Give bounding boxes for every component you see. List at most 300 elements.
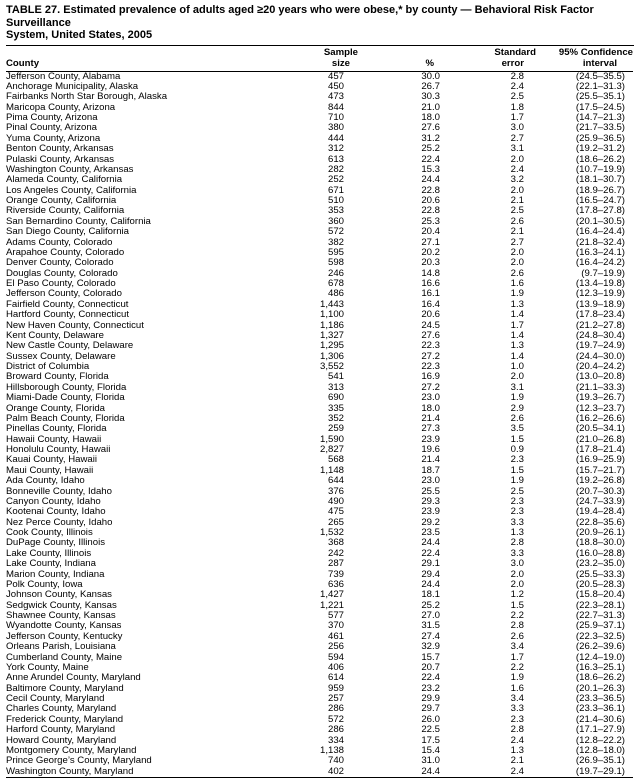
table-row (6, 362, 633, 372)
confidence-interval-cell: (22.1–31.3) (536, 82, 633, 92)
sample-size-cell: 959 (288, 684, 358, 694)
county-cell: Sussex County, Delaware (6, 352, 288, 362)
percent-cell: 31.5 (358, 621, 444, 631)
percent-cell: 24.4 (358, 538, 444, 548)
percent-cell: 27.2 (358, 352, 444, 362)
sample-size-cell: 287 (288, 559, 358, 569)
confidence-interval-cell: (23.2–35.0) (536, 559, 633, 569)
sample-size-cell: 614 (288, 673, 358, 683)
standard-error-cell: 1.5 (444, 435, 536, 445)
county-cell: Anchorage Municipality, Alaska (6, 82, 288, 92)
county-cell: Johnson County, Kansas (6, 590, 288, 600)
percent-cell: 31.0 (358, 756, 444, 766)
percent-cell: 27.6 (358, 331, 444, 341)
county-cell: Lake County, Illinois (6, 549, 288, 559)
standard-error-cell: 3.3 (444, 549, 536, 559)
percent-cell: 23.2 (358, 684, 444, 694)
percent-cell: 14.8 (358, 269, 444, 279)
table-row (6, 466, 633, 476)
standard-error-cell: 0.9 (444, 445, 536, 455)
county-cell: Sedgwick County, Kansas (6, 601, 288, 611)
sample-size-cell: 1,532 (288, 528, 358, 538)
confidence-interval-cell: (12.3–23.7) (536, 404, 633, 414)
percent-cell: 16.1 (358, 289, 444, 299)
sample-size-cell: 739 (288, 570, 358, 580)
confidence-interval-cell: (16.4–24.2) (536, 258, 633, 268)
county-cell: Canyon County, Idaho (6, 497, 288, 507)
county-cell: Hawaii County, Hawaii (6, 435, 288, 445)
confidence-interval-cell: (24.8–30.4) (536, 331, 633, 341)
confidence-interval-cell: (20.7–30.3) (536, 487, 633, 497)
sample-size-cell: 334 (288, 736, 358, 746)
percent-cell: 20.7 (358, 663, 444, 673)
confidence-interval-cell: (21.0–26.8) (536, 435, 633, 445)
confidence-interval-cell: (19.4–28.4) (536, 507, 633, 517)
table-row (6, 310, 633, 320)
sample-size-cell: 541 (288, 372, 358, 382)
percent-cell: 22.8 (358, 186, 444, 196)
confidence-interval-cell: (18.6–26.2) (536, 673, 633, 683)
county-cell: Jefferson County, Kentucky (6, 632, 288, 642)
confidence-interval-cell: (21.4–30.6) (536, 715, 633, 725)
standard-error-cell: 1.6 (444, 684, 536, 694)
table-row (6, 82, 633, 92)
county-cell: Broward County, Florida (6, 372, 288, 382)
percent-cell: 24.4 (358, 767, 444, 778)
table-row (6, 455, 633, 465)
table-row (6, 414, 633, 424)
confidence-interval-cell: (20.1–30.5) (536, 217, 633, 227)
sample-size-cell: 265 (288, 518, 358, 528)
confidence-interval-cell: (21.7–33.5) (536, 123, 633, 133)
percent-cell: 27.0 (358, 611, 444, 621)
county-cell: San Bernardino County, California (6, 217, 288, 227)
table-row (6, 144, 633, 154)
county-cell: District of Columbia (6, 362, 288, 372)
sample-size-cell: 450 (288, 82, 358, 92)
table-row (6, 518, 633, 528)
county-cell: Lake County, Indiana (6, 559, 288, 569)
standard-error-cell: 1.3 (444, 300, 536, 310)
confidence-interval-cell: (15.7–21.7) (536, 466, 633, 476)
sample-size-cell: 282 (288, 165, 358, 175)
county-cell: Marion County, Indiana (6, 570, 288, 580)
table-row (6, 71, 633, 82)
standard-error-cell: 2.8 (444, 725, 536, 735)
confidence-interval-cell: (16.5–24.7) (536, 196, 633, 206)
confidence-interval-cell: (23.3–36.1) (536, 704, 633, 714)
standard-error-cell: 1.0 (444, 362, 536, 372)
table-body (6, 71, 633, 778)
confidence-interval-cell: (20.5–34.1) (536, 424, 633, 434)
sample-size-cell: 242 (288, 549, 358, 559)
standard-error-cell: 1.7 (444, 653, 536, 663)
table-row (6, 435, 633, 445)
percent-cell: 30.0 (358, 71, 444, 82)
confidence-interval-cell: (17.8–27.8) (536, 206, 633, 216)
percent-cell: 20.2 (358, 248, 444, 258)
table-row (6, 653, 633, 663)
sample-size-cell: 352 (288, 414, 358, 424)
sample-size-cell: 613 (288, 155, 358, 165)
county-cell: Jefferson County, Colorado (6, 289, 288, 299)
sample-size-cell: 382 (288, 238, 358, 248)
table-row (6, 113, 633, 123)
sample-size-cell: 710 (288, 113, 358, 123)
table-row (6, 175, 633, 185)
sample-size-cell: 2,827 (288, 445, 358, 455)
percent-cell: 16.4 (358, 300, 444, 310)
table-row (6, 279, 633, 289)
table-row (6, 103, 633, 113)
table-row (6, 570, 633, 580)
percent-cell: 31.2 (358, 134, 444, 144)
standard-error-cell: 1.9 (444, 476, 536, 486)
sample-size-cell: 461 (288, 632, 358, 642)
percent-cell: 32.9 (358, 642, 444, 652)
table-row (6, 352, 633, 362)
confidence-interval-cell: (18.9–26.7) (536, 186, 633, 196)
standard-error-cell: 1.4 (444, 331, 536, 341)
county-cell: Orange County, California (6, 196, 288, 206)
percent-cell: 15.3 (358, 165, 444, 175)
table-row (6, 601, 633, 611)
standard-error-cell: 3.5 (444, 424, 536, 434)
standard-error-cell: 2.5 (444, 92, 536, 102)
sample-size-cell: 510 (288, 196, 358, 206)
confidence-interval-cell: (17.1–27.9) (536, 725, 633, 735)
county-cell: Pima County, Arizona (6, 113, 288, 123)
sample-size-cell: 312 (288, 144, 358, 154)
standard-error-cell: 2.3 (444, 507, 536, 517)
standard-error-cell: 1.7 (444, 321, 536, 331)
percent-cell: 23.0 (358, 393, 444, 403)
sample-size-cell: 678 (288, 279, 358, 289)
standard-error-cell: 2.3 (444, 715, 536, 725)
sample-size-cell: 252 (288, 175, 358, 185)
table-row (6, 746, 633, 756)
sample-size-cell: 376 (288, 487, 358, 497)
confidence-interval-cell: (26.2–39.6) (536, 642, 633, 652)
table-row (6, 673, 633, 683)
standard-error-cell: 2.3 (444, 455, 536, 465)
table-row (6, 538, 633, 548)
sample-size-cell: 406 (288, 663, 358, 673)
county-cell: Hartford County, Connecticut (6, 310, 288, 320)
table-row (6, 684, 633, 694)
standard-error-cell: 2.0 (444, 570, 536, 580)
standard-error-cell: 2.6 (444, 217, 536, 227)
standard-error-cell: 3.0 (444, 123, 536, 133)
sample-size-cell: 671 (288, 186, 358, 196)
county-cell: New Castle County, Delaware (6, 341, 288, 351)
standard-error-cell: 2.5 (444, 487, 536, 497)
confidence-interval-cell: (13.0–20.8) (536, 372, 633, 382)
county-cell: El Paso County, Colorado (6, 279, 288, 289)
sample-size-cell: 1,186 (288, 321, 358, 331)
standard-error-cell: 3.3 (444, 518, 536, 528)
table-row (6, 507, 633, 517)
standard-error-cell: 2.2 (444, 611, 536, 621)
standard-error-cell: 2.0 (444, 258, 536, 268)
standard-error-cell: 1.9 (444, 289, 536, 299)
county-cell: Polk County, Iowa (6, 580, 288, 590)
confidence-interval-cell: (21.8–32.4) (536, 238, 633, 248)
header-sample-line-2: size (288, 58, 358, 72)
percent-cell: 27.1 (358, 238, 444, 248)
sample-size-cell: 1,427 (288, 590, 358, 600)
sample-size-cell: 568 (288, 455, 358, 465)
standard-error-cell: 1.6 (444, 279, 536, 289)
county-cell: Cook County, Illinois (6, 528, 288, 538)
percent-cell: 18.1 (358, 590, 444, 600)
county-cell: Bonneville County, Idaho (6, 487, 288, 497)
percent-cell: 23.9 (358, 435, 444, 445)
percent-cell: 22.8 (358, 206, 444, 216)
county-cell: Shawnee County, Kansas (6, 611, 288, 621)
sample-size-cell: 572 (288, 715, 358, 725)
header-ci-line-1: 95% Confidence (536, 46, 633, 58)
standard-error-cell: 1.3 (444, 746, 536, 756)
percent-cell: 27.6 (358, 123, 444, 133)
table-row (6, 767, 633, 778)
percent-cell: 17.5 (358, 736, 444, 746)
county-cell: New Haven County, Connecticut (6, 321, 288, 331)
percent-cell: 23.9 (358, 507, 444, 517)
standard-error-cell: 1.9 (444, 673, 536, 683)
confidence-interval-cell: (16.4–24.4) (536, 227, 633, 237)
county-cell: Douglas County, Colorado (6, 269, 288, 279)
header-se-line-2: error (444, 58, 536, 72)
standard-error-cell: 2.3 (444, 497, 536, 507)
table-row (6, 372, 633, 382)
standard-error-cell: 1.8 (444, 103, 536, 113)
sample-size-cell: 598 (288, 258, 358, 268)
county-cell: Kent County, Delaware (6, 331, 288, 341)
county-cell: Kootenai County, Idaho (6, 507, 288, 517)
standard-error-cell: 3.3 (444, 704, 536, 714)
standard-error-cell: 1.4 (444, 352, 536, 362)
confidence-interval-cell: (20.5–28.3) (536, 580, 633, 590)
table-row (6, 580, 633, 590)
county-cell: Jefferson County, Alabama (6, 71, 288, 82)
sample-size-cell: 1,590 (288, 435, 358, 445)
standard-error-cell: 1.4 (444, 310, 536, 320)
standard-error-cell: 2.0 (444, 155, 536, 165)
confidence-interval-cell: (22.3–28.1) (536, 601, 633, 611)
confidence-interval-cell: (16.9–25.9) (536, 455, 633, 465)
table-row (6, 227, 633, 237)
standard-error-cell: 2.6 (444, 414, 536, 424)
prevalence-table (6, 46, 633, 778)
standard-error-cell: 2.1 (444, 756, 536, 766)
header-county: County (6, 58, 288, 72)
percent-cell: 18.7 (358, 466, 444, 476)
county-cell: Wyandotte County, Kansas (6, 621, 288, 631)
sample-size-cell: 740 (288, 756, 358, 766)
percent-cell: 19.6 (358, 445, 444, 455)
table-row (6, 559, 633, 569)
confidence-interval-cell: (12.8–18.0) (536, 746, 633, 756)
confidence-interval-cell: (25.9–36.5) (536, 134, 633, 144)
confidence-interval-cell: (19.7–24.9) (536, 341, 633, 351)
percent-cell: 29.7 (358, 704, 444, 714)
percent-cell: 29.4 (358, 570, 444, 580)
sample-size-cell: 246 (288, 269, 358, 279)
table-row (6, 269, 633, 279)
percent-cell: 25.2 (358, 601, 444, 611)
table-row (6, 694, 633, 704)
confidence-interval-cell: (12.8–22.2) (536, 736, 633, 746)
percent-cell: 25.2 (358, 144, 444, 154)
sample-size-cell: 844 (288, 103, 358, 113)
table-row (6, 590, 633, 600)
table-header (6, 46, 633, 72)
sample-size-cell: 486 (288, 289, 358, 299)
standard-error-cell: 2.8 (444, 621, 536, 631)
percent-cell: 22.3 (358, 362, 444, 372)
sample-size-cell: 256 (288, 642, 358, 652)
table-row (6, 404, 633, 414)
confidence-interval-cell: (9.7–19.9) (536, 269, 633, 279)
confidence-interval-cell: (22.8–35.6) (536, 518, 633, 528)
percent-cell: 22.4 (358, 549, 444, 559)
confidence-interval-cell: (16.3–25.1) (536, 663, 633, 673)
table-row (6, 92, 633, 102)
percent-cell: 22.5 (358, 725, 444, 735)
county-cell: Washington County, Arkansas (6, 165, 288, 175)
county-cell: Frederick County, Maryland (6, 715, 288, 725)
table-row (6, 196, 633, 206)
confidence-interval-cell: (24.5–35.5) (536, 71, 633, 82)
percent-cell: 23.0 (358, 476, 444, 486)
header-ci-line-2: interval (536, 58, 633, 72)
sample-size-cell: 313 (288, 383, 358, 393)
county-cell: Riverside County, California (6, 206, 288, 216)
header-se-line-1: Standard (444, 46, 536, 58)
standard-error-cell: 2.0 (444, 248, 536, 258)
county-cell: Pinal County, Arizona (6, 123, 288, 133)
table-title-line-1: TABLE 27. Estimated prevalence of adults aged ≥20 years who were obese,* by county — Behavioral Risk Factor Surveillance (6, 4, 594, 29)
table-row (6, 321, 633, 331)
standard-error-cell: 2.6 (444, 632, 536, 642)
confidence-interval-cell: (14.7–21.3) (536, 113, 633, 123)
county-cell: Prince George’s County, Maryland (6, 756, 288, 766)
table-row (6, 549, 633, 559)
standard-error-cell: 3.4 (444, 694, 536, 704)
confidence-interval-cell: (25.9–37.1) (536, 621, 633, 631)
table-row (6, 165, 633, 175)
sample-size-cell: 335 (288, 404, 358, 414)
table-row (6, 383, 633, 393)
standard-error-cell: 2.6 (444, 269, 536, 279)
standard-error-cell: 2.1 (444, 227, 536, 237)
standard-error-cell: 2.0 (444, 580, 536, 590)
standard-error-cell: 2.0 (444, 372, 536, 382)
county-cell: Benton County, Arkansas (6, 144, 288, 154)
percent-cell: 26.7 (358, 82, 444, 92)
county-cell: Howard County, Maryland (6, 736, 288, 746)
header-county-spacer (6, 46, 288, 58)
percent-cell: 29.9 (358, 694, 444, 704)
percent-cell: 21.0 (358, 103, 444, 113)
county-cell: Charles County, Maryland (6, 704, 288, 714)
table-title-line-2: System, United States, 2005 (6, 29, 152, 41)
county-cell: Hillsborough County, Florida (6, 383, 288, 393)
county-cell: San Diego County, California (6, 227, 288, 237)
sample-size-cell: 572 (288, 227, 358, 237)
confidence-interval-cell: (21.1–33.3) (536, 383, 633, 393)
county-cell: Alameda County, California (6, 175, 288, 185)
table-row (6, 238, 633, 248)
standard-error-cell: 1.9 (444, 393, 536, 403)
percent-cell: 15.7 (358, 653, 444, 663)
percent-cell: 15.4 (358, 746, 444, 756)
county-cell: Nez Perce County, Idaho (6, 518, 288, 528)
county-cell: Fairbanks North Star Borough, Alaska (6, 92, 288, 102)
sample-size-cell: 380 (288, 123, 358, 133)
percent-cell: 25.3 (358, 217, 444, 227)
percent-cell: 24.4 (358, 580, 444, 590)
standard-error-cell: 1.2 (444, 590, 536, 600)
table-row (6, 393, 633, 403)
county-cell: Baltimore County, Maryland (6, 684, 288, 694)
county-cell: Honolulu County, Hawaii (6, 445, 288, 455)
confidence-interval-cell: (12.3–19.9) (536, 289, 633, 299)
percent-cell: 20.3 (358, 258, 444, 268)
standard-error-cell: 2.4 (444, 736, 536, 746)
percent-cell: 27.4 (358, 632, 444, 642)
sample-size-cell: 490 (288, 497, 358, 507)
confidence-interval-cell: (18.8–30.0) (536, 538, 633, 548)
county-cell: Montgomery County, Maryland (6, 746, 288, 756)
sample-size-cell: 1,306 (288, 352, 358, 362)
sample-size-cell: 286 (288, 704, 358, 714)
county-cell: Denver County, Colorado (6, 258, 288, 268)
percent-cell: 20.6 (358, 196, 444, 206)
confidence-interval-cell: (22.3–32.5) (536, 632, 633, 642)
table-row (6, 155, 633, 165)
percent-cell: 26.0 (358, 715, 444, 725)
percent-cell: 27.3 (358, 424, 444, 434)
county-cell: Cumberland County, Maine (6, 653, 288, 663)
county-cell: Orleans Parish, Louisiana (6, 642, 288, 652)
sample-size-cell: 595 (288, 248, 358, 258)
confidence-interval-cell: (16.2–26.6) (536, 414, 633, 424)
standard-error-cell: 2.9 (444, 404, 536, 414)
confidence-interval-cell: (18.6–26.2) (536, 155, 633, 165)
table-row (6, 663, 633, 673)
standard-error-cell: 2.5 (444, 206, 536, 216)
sample-size-cell: 444 (288, 134, 358, 144)
county-cell: Maricopa County, Arizona (6, 103, 288, 113)
confidence-interval-cell: (12.4–19.0) (536, 653, 633, 663)
sample-size-cell: 370 (288, 621, 358, 631)
percent-cell: 23.5 (358, 528, 444, 538)
county-cell: Harford County, Maryland (6, 725, 288, 735)
county-cell: Adams County, Colorado (6, 238, 288, 248)
table-row (6, 289, 633, 299)
table-row (6, 206, 633, 216)
sample-size-cell: 353 (288, 206, 358, 216)
confidence-interval-cell: (24.4–30.0) (536, 352, 633, 362)
sample-size-cell: 3,552 (288, 362, 358, 372)
sample-size-cell: 644 (288, 476, 358, 486)
table-row (6, 300, 633, 310)
sample-size-cell: 636 (288, 580, 358, 590)
table-row (6, 528, 633, 538)
table-row (6, 725, 633, 735)
